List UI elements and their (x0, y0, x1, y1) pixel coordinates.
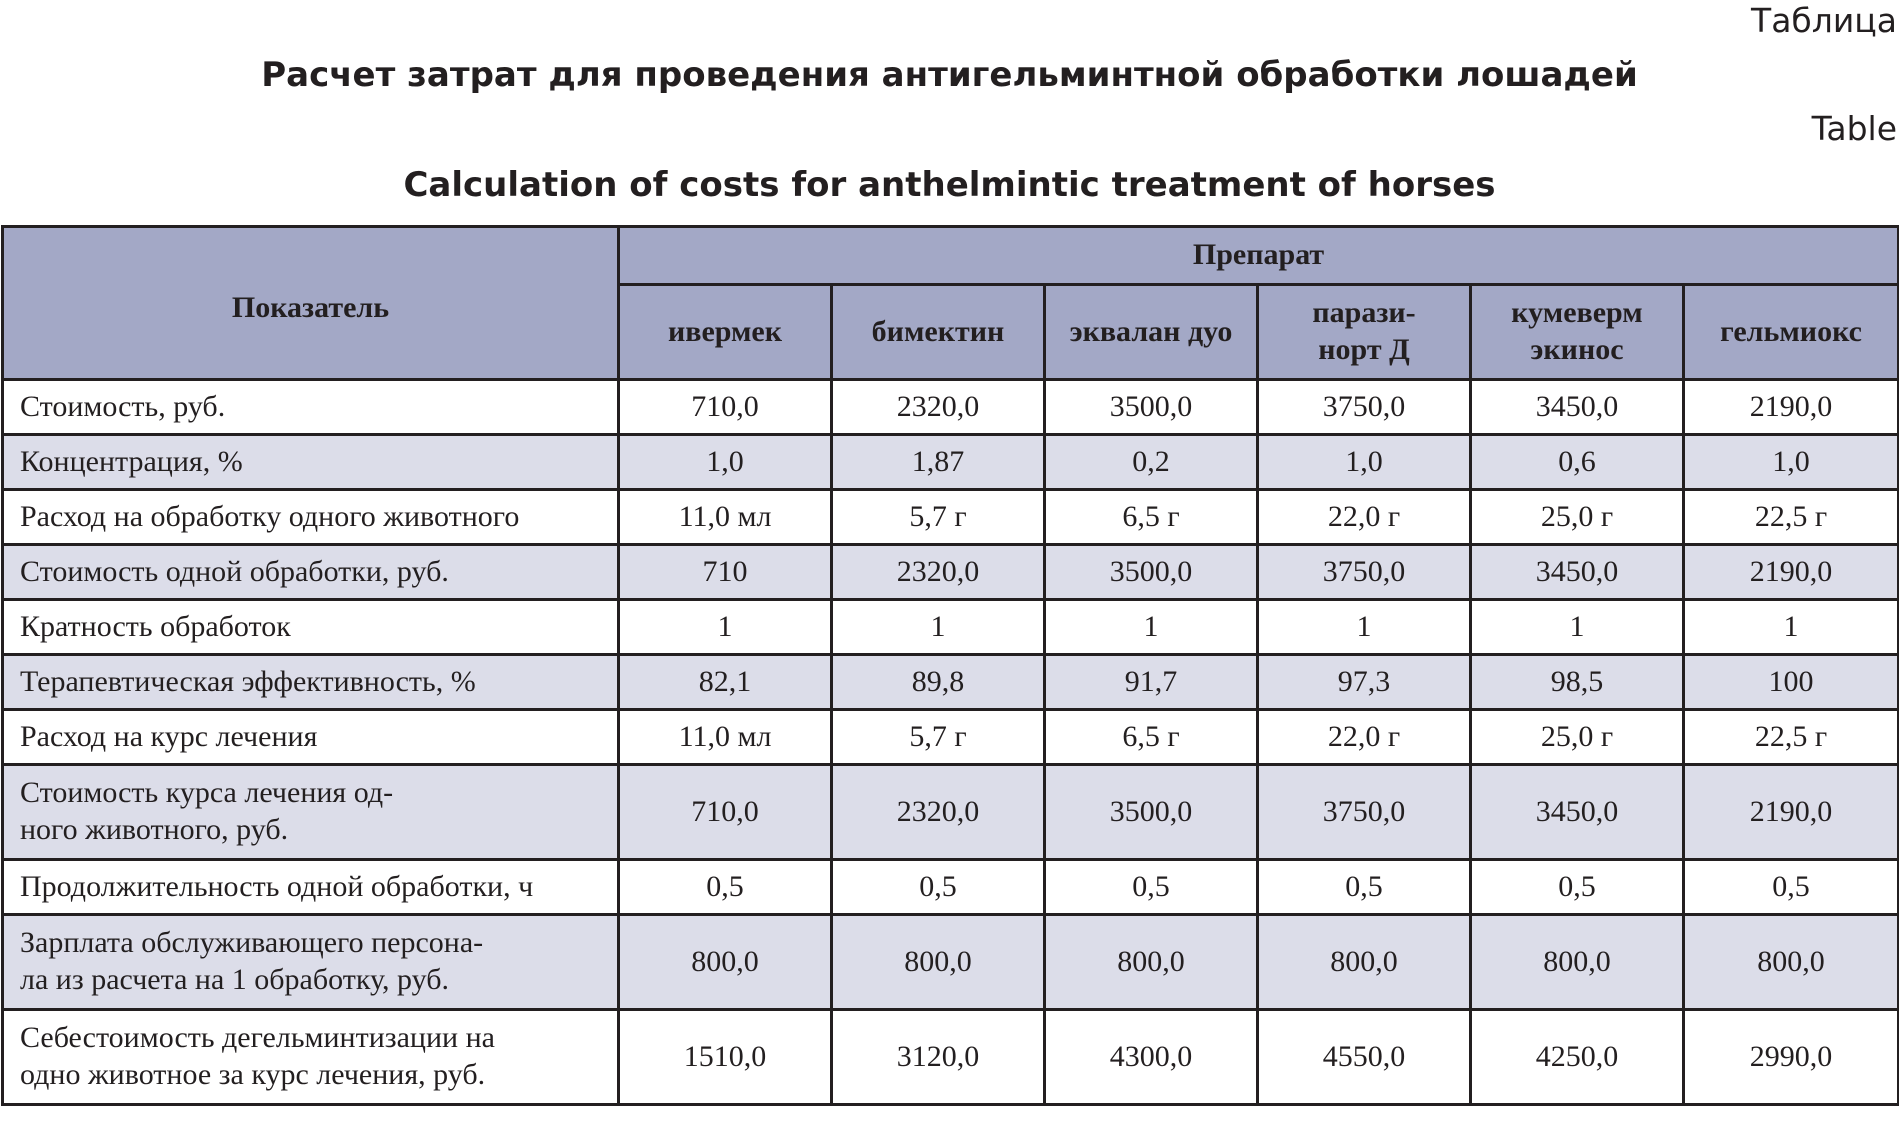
value-cell: 1,87 (832, 435, 1045, 490)
row-label-line: Стоимость курса лечения од- (20, 776, 394, 810)
value-cell: 3120,0 (832, 1010, 1045, 1105)
value-cell: 6,5 г (1045, 710, 1258, 765)
table-title-ru: Расчет затрат для проведения антигельминтной обработки лошадей (261, 55, 1638, 95)
value-cell: 2190,0 (1684, 545, 1899, 600)
row-label-line: Концентрация, % (20, 444, 243, 478)
value-cell: 3450,0 (1471, 380, 1684, 435)
row-label (3, 655, 619, 710)
value-cell: 800,0 (1471, 915, 1684, 1010)
value-cell: 4300,0 (1045, 1010, 1258, 1105)
row-label (3, 860, 619, 915)
table-row (3, 1010, 1899, 1105)
value-cell: 800,0 (1684, 915, 1899, 1010)
drug-name-line: бимектин (871, 314, 1005, 348)
value-cell: 2320,0 (832, 765, 1045, 860)
value-cell: 5,7 г (832, 710, 1045, 765)
drug-name-line: эквалан дуо (1069, 314, 1233, 348)
value-cell: 22,5 г (1684, 490, 1899, 545)
header-row (3, 227, 1899, 285)
value-cell: 0,5 (1684, 860, 1899, 915)
value-cell: 2190,0 (1684, 765, 1899, 860)
value-cell: 2320,0 (832, 545, 1045, 600)
table-row (3, 655, 1899, 710)
value-cell: 100 (1684, 655, 1899, 710)
value-cell: 89,8 (832, 655, 1045, 710)
row-label (3, 380, 619, 435)
value-cell: 800,0 (832, 915, 1045, 1010)
value-cell: 22,0 г (1258, 710, 1471, 765)
value-cell: 98,5 (1471, 655, 1684, 710)
value-cell: 2990,0 (1684, 1010, 1899, 1105)
value-cell: 0,5 (1471, 860, 1684, 915)
table-row (3, 915, 1899, 1010)
table-title-en: Calculation of costs for anthelmintic treatment of horses (403, 165, 1496, 205)
row-label-line: Кратность обработок (20, 609, 291, 643)
value-cell: 0,5 (1045, 860, 1258, 915)
value-cell: 710,0 (619, 380, 832, 435)
row-label (3, 710, 619, 765)
drug-name-line: ивермек (667, 314, 783, 348)
value-cell: 11,0 мл (619, 710, 832, 765)
drug-header-1 (619, 285, 832, 380)
value-cell: 1,0 (1258, 435, 1471, 490)
value-cell: 0,6 (1471, 435, 1684, 490)
value-cell: 3450,0 (1471, 545, 1684, 600)
row-label-line: Расход на курс лечения (20, 719, 318, 753)
value-cell: 4250,0 (1471, 1010, 1684, 1105)
value-cell: 1510,0 (619, 1010, 832, 1105)
row-label (3, 765, 619, 860)
value-cell: 0,5 (832, 860, 1045, 915)
value-cell: 0,5 (619, 860, 832, 915)
table-row (3, 860, 1899, 915)
drug-header-4 (1258, 285, 1471, 380)
value-cell: 2190,0 (1684, 380, 1899, 435)
row-label-line: ного животного, руб. (20, 813, 289, 846)
value-cell: 3500,0 (1045, 545, 1258, 600)
group-header: Препарат (619, 227, 1899, 285)
value-cell: 1,0 (1684, 435, 1899, 490)
drug-header-6 (1684, 285, 1899, 380)
table-row (3, 765, 1899, 860)
row-label-line: Продолжительность одной обработки, ч (20, 869, 534, 903)
value-cell: 1,0 (619, 435, 832, 490)
value-cell: 0,2 (1045, 435, 1258, 490)
table-row (3, 545, 1899, 600)
value-cell: 91,7 (1045, 655, 1258, 710)
value-cell: 22,5 г (1684, 710, 1899, 765)
row-label-line: Терапевтическая эффективность, % (20, 664, 476, 698)
value-cell: 3750,0 (1258, 380, 1471, 435)
value-cell: 1 (619, 600, 832, 655)
value-cell: 3750,0 (1258, 765, 1471, 860)
value-cell: 6,5 г (1045, 490, 1258, 545)
value-cell: 82,1 (619, 655, 832, 710)
row-label (3, 915, 619, 1010)
table-row (3, 600, 1899, 655)
drug-name-line: кумеверм (1511, 296, 1643, 330)
value-cell: 800,0 (619, 915, 832, 1010)
row-label-line: Стоимость, руб. (20, 389, 226, 423)
value-cell: 1 (1471, 600, 1684, 655)
value-cell: 800,0 (1045, 915, 1258, 1010)
table-row (3, 380, 1899, 435)
row-label-line: Зарплата обслуживающего персона- (20, 926, 484, 960)
value-cell: 1 (1684, 600, 1899, 655)
value-cell: 97,3 (1258, 655, 1471, 710)
value-cell: 800,0 (1258, 915, 1471, 1010)
value-cell: 25,0 г (1471, 710, 1684, 765)
param-header: Показатель (3, 227, 619, 380)
row-label-line: Расход на обработку одного животного (20, 499, 520, 533)
value-cell: 11,0 мл (619, 490, 832, 545)
value-cell: 1 (1258, 600, 1471, 655)
value-cell: 3450,0 (1471, 765, 1684, 860)
value-cell: 0,5 (1258, 860, 1471, 915)
drug-name-line: парази- (1312, 296, 1416, 330)
cost-table (1, 225, 1899, 1106)
table-label-en: Table (1811, 109, 1897, 148)
drug-name-line: экинос (1530, 333, 1624, 366)
table-row (3, 710, 1899, 765)
drug-header-2 (832, 285, 1045, 380)
value-cell: 3500,0 (1045, 765, 1258, 860)
drug-name-line: норт Д (1318, 333, 1410, 366)
value-cell: 1 (1045, 600, 1258, 655)
row-label (3, 490, 619, 545)
value-cell: 4550,0 (1258, 1010, 1471, 1105)
table-label-ru: Таблица (1751, 1, 1897, 40)
value-cell: 22,0 г (1258, 490, 1471, 545)
value-cell: 710 (619, 545, 832, 600)
value-cell: 710,0 (619, 765, 832, 860)
row-label (3, 600, 619, 655)
value-cell: 25,0 г (1471, 490, 1684, 545)
value-cell: 5,7 г (832, 490, 1045, 545)
value-cell: 3750,0 (1258, 545, 1471, 600)
drug-name-line: гельмиокс (1720, 314, 1862, 348)
table-row (3, 435, 1899, 490)
row-label-line: Себестоимость дегельминтизации на (20, 1021, 495, 1055)
row-label-line: ла из расчета на 1 обработку, руб. (20, 963, 449, 996)
row-label-line: одно животное за курс лечения, руб. (20, 1058, 486, 1091)
drug-header-5 (1471, 285, 1684, 380)
drug-header-3 (1045, 285, 1258, 380)
row-label (3, 435, 619, 490)
row-label (3, 1010, 619, 1105)
table-row (3, 490, 1899, 545)
row-label-line: Стоимость одной обработки, руб. (20, 554, 449, 588)
value-cell: 1 (832, 600, 1045, 655)
row-label (3, 545, 619, 600)
value-cell: 2320,0 (832, 380, 1045, 435)
value-cell: 3500,0 (1045, 380, 1258, 435)
